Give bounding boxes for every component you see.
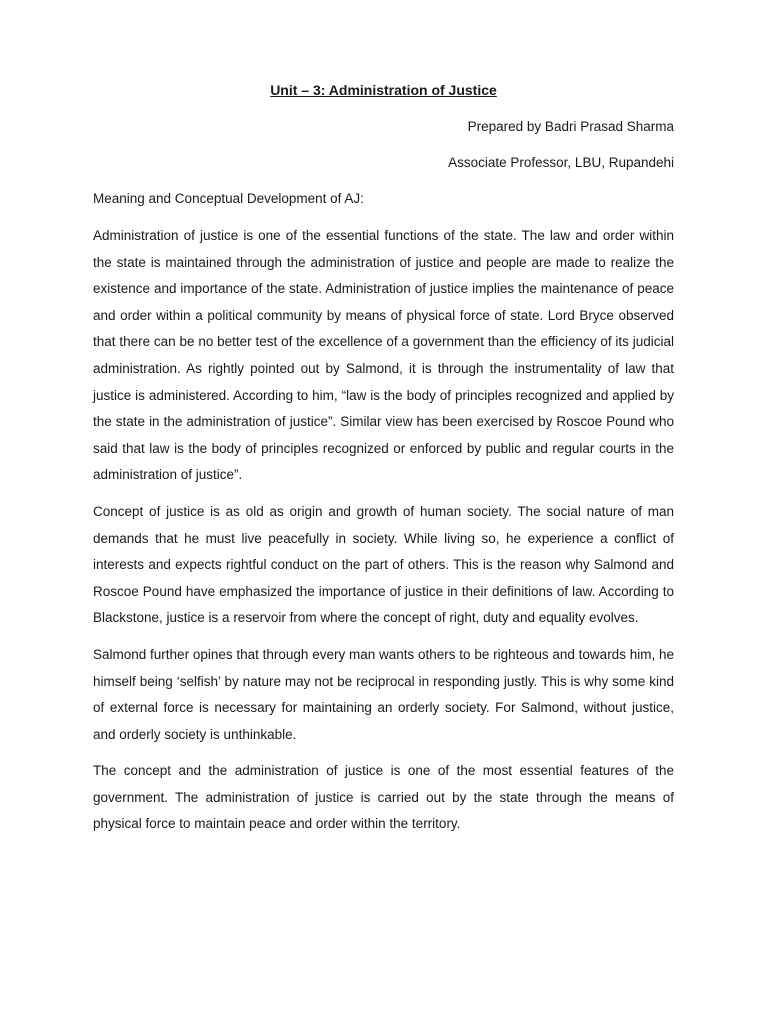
paragraph-3: Salmond further opines that through every man wants others to be righteous and towards him, he himself being ‘selfish’ by nature may not be reciprocal in responding justly. This is why some kind of external force is necessary for maintaining an orderly society. For Salmond, without justice, and orderly society is unthinkable. (93, 646, 674, 742)
paragraph-2: Concept of justice is as old as origin and growth of human society. The social nature of man demands that he must live peacefully in society. While living so, he experience a conflict of interests and expects rightful conduct on the part of others. This is the reason why Salmond and Roscoe Pound have emphasized the importance of justice in their definitions of law. According to Blackstone, justice is a reservoir from where the concept of right, duty and equality evolves. (93, 503, 674, 626)
paragraph-4: The concept and the administration of justice is one of the most essential features of the government. The administration of justice is carried out by the state through the means of physical force to maintain peace and order within the territory. (93, 763, 674, 832)
section-heading: Meaning and Conceptual Development of AJ: (93, 191, 364, 206)
position-line: Associate Professor, LBU, Rupandehi (448, 155, 674, 170)
document-title: Unit – 3: Administration of Justice (270, 82, 497, 98)
author-line: Prepared by Badri Prasad Sharma (467, 119, 674, 134)
paragraph-1: Administration of justice is one of the essential functions of the state. The law and order within the state is maintained through the administration of justice and people are made to realize the existence and importance of the state. Administration of justice implies the maintenance of peace and order within a political community by means of physical force of state. Lord Bryce observed that there can be no better test of the excellence of a government than the efficiency of its judicial administration. As rightly pointed out by Salmond, it is through the instrumentality of law that justice is administered. According to him, “law is the body of principles recognized and applied by the state in the administration of justice”. Similar view has been exercised by Roscoe Pound who said that law is the body of principles recognized or enforced by public and regular courts in the administration of justice”. (93, 228, 674, 483)
document-page (93, 80, 674, 848)
